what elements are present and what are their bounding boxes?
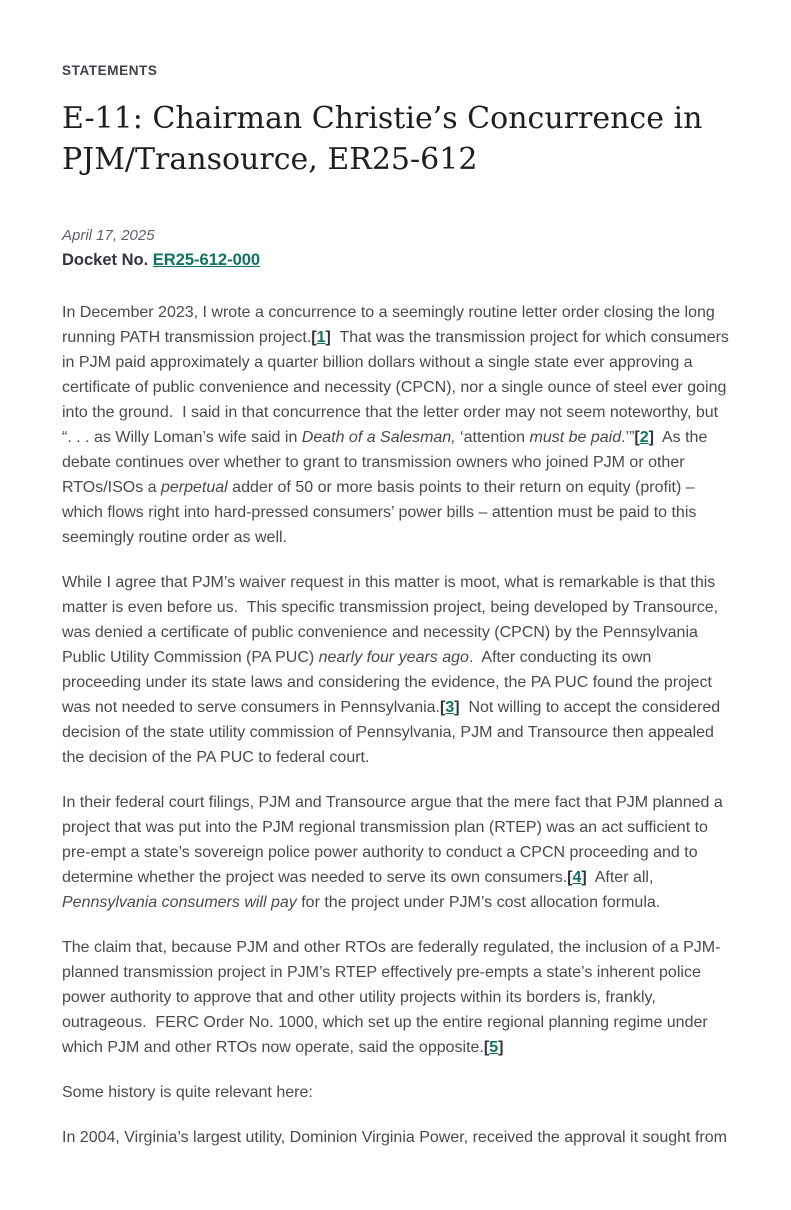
footnote-open-bracket: [ — [634, 428, 640, 446]
footnote-ref-1[interactable] — [311, 329, 331, 346]
italic-text: Pennsylvania consumers will pay — [62, 893, 297, 911]
body-text: . After conducting its own proceeding under its state laws and considering the evidence, the PA PUC found the project was not needed to serve consumers in Pennsylvania. — [62, 648, 717, 716]
body-text: While I agree that PJM’s waiver request in this matter is moot, what is remarkable is that this matter is even before us. This specific transmission project, being developed by Transource, was denied a certificate of public convenience and necessity (CPCN) by the Pennsylvania Public Utility Commission (PA PUC) — [62, 573, 723, 666]
footnote-open-bracket: [ — [440, 698, 446, 716]
italic-text: nearly four years ago — [318, 648, 469, 666]
publish-date: April 17, 2025 — [62, 226, 155, 244]
footnote-ref-5[interactable] — [484, 1039, 504, 1056]
paragraph-3 — [62, 790, 730, 915]
paragraph-5 — [62, 1080, 730, 1105]
italic-text: must be paid — [529, 428, 622, 446]
category-label: STATEMENTS — [62, 63, 158, 78]
body-text: .’” — [621, 428, 635, 446]
footnote-close-bracket: ] — [581, 868, 587, 886]
page-title: E-11: Chairman Christie’s Concurrence in PJM/Transource, ER25-612 — [62, 101, 703, 177]
footnote-link-5[interactable]: 5 — [489, 1038, 499, 1056]
body-text: adder of 50 or more basis points to their return on equity (profit) – which flows right into hard-pressed consumers’ power bills – attention must be paid to this seemingly routine order as well. — [62, 478, 701, 546]
italic-text: Death of a Salesman, — [301, 428, 456, 446]
footnote-open-bracket: [ — [567, 868, 573, 886]
footnote-close-bracket: ] — [648, 428, 654, 446]
docket-label: Docket No. — [62, 250, 149, 269]
body-text: In December 2023, I wrote a concurrence to a seemingly routine letter order closing the long running PATH transmission project. — [62, 303, 720, 346]
body-text: As the debate continues over whether to grant to transmission owners who joined PJM or other RTOs/ISOs a — [62, 428, 712, 496]
footnote-close-bracket: ] — [325, 328, 331, 346]
paragraph-1 — [62, 300, 734, 550]
footnote-link-1[interactable]: 1 — [316, 328, 326, 346]
body-text: ‘attention — [455, 428, 530, 446]
docket-line — [62, 249, 730, 272]
footnote-close-bracket: ] — [454, 698, 460, 716]
footnote-close-bracket: ] — [498, 1038, 504, 1056]
footnote-ref-2[interactable] — [634, 429, 654, 446]
footnote-link-4[interactable]: 4 — [572, 868, 582, 886]
body-text: In 2004, Virginia’s largest utility, Dominion Virginia Power, received the approval it sought from — [62, 1128, 727, 1146]
body-text: That was the transmission project for which consumers in PJM paid approximately a quarter billion dollars without a single state ever approving a certificate of public convenience and necessity (CPCN), nor a single ounce of steel ever going into the ground. I said in that concurrence that the letter order may not seem noteworthy, but “. . . as Willy Loman’s wife said in — [62, 328, 734, 446]
footnote-link-2[interactable]: 2 — [639, 428, 649, 446]
footnote-open-bracket: [ — [311, 328, 317, 346]
footnote-ref-3[interactable] — [440, 699, 460, 716]
article-body — [62, 300, 734, 1150]
paragraph-6 — [62, 1125, 730, 1150]
footnote-link-3[interactable]: 3 — [445, 698, 455, 716]
italic-text: perpetual — [161, 478, 228, 496]
body-text: In their federal court filings, PJM and Transource argue that the mere fact that PJM planned a project that was put into the PJM regional transmission plan (RTEP) was an act sufficient to pre-empt a state’s sovereign police power authority to conduct a CPCN proceeding and to determine whether the project was needed to serve its own consumers. — [62, 793, 728, 886]
paragraph-4 — [62, 935, 730, 1060]
footnote-ref-4[interactable] — [567, 869, 587, 886]
body-text: After all, — [586, 868, 658, 886]
body-text: The claim that, because PJM and other RTOs are federally regulated, the inclusion of a PJM-planned transmission project in PJM’s RTEP effectively pre-empts a state’s inherent police power authority to approve that and other utility projects within its borders is, frankly, outrageous. FERC Order No. 1000, which set up the entire regional planning regime under which PJM and other RTOs now operate, said the opposite. — [62, 938, 721, 1056]
body-text: Some history is quite relevant here: — [62, 1083, 313, 1101]
docket-number-link[interactable]: ER25-612-000 — [152, 250, 261, 269]
body-text: for the project under PJM’s cost allocation formula. — [296, 893, 661, 911]
paragraph-2 — [62, 570, 730, 770]
footnote-open-bracket: [ — [483, 1038, 490, 1056]
body-text: Not willing to accept the considered decision of the state utility commission of Pennsylvania, PJM and Transource then appealed the decision of the PA PUC to federal court. — [62, 698, 725, 766]
